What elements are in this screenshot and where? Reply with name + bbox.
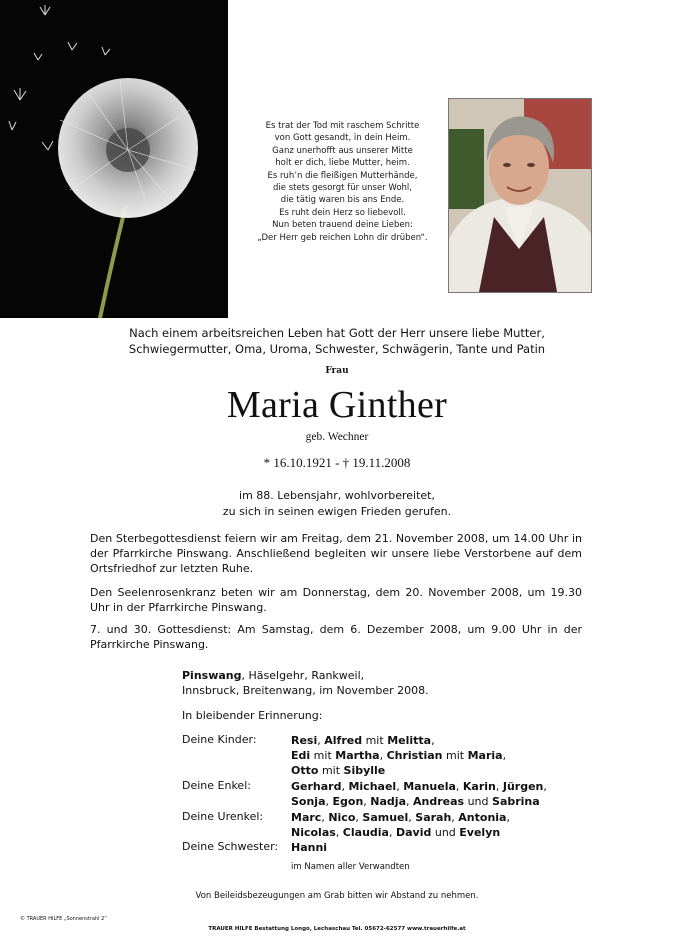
grandchildren-names: [291, 779, 547, 809]
children-names: [291, 733, 506, 779]
great-grandchildren-line: Nicolas, Claudia, David und Evelyn: [291, 826, 501, 840]
intro-line: Nach einem arbeitsreichen Leben hat Gott der Herr unsere liebe Mutter,: [129, 326, 545, 340]
grandchildren-line: Sonja, Egon, Nadja, Andreas und Sabrina: [291, 795, 540, 809]
intro-text: [40, 326, 634, 357]
poem-line: Ganz unerhofft aus unserer Mitte: [272, 145, 413, 156]
portrait-illustration: [449, 99, 591, 292]
poem-line: von Gott gesandt, in dein Heim.: [274, 133, 411, 144]
remembrance-heading: In bleibender Erinnerung:: [182, 709, 323, 722]
place-town: Pinswang: [182, 669, 242, 682]
grandchildren-line: Gerhard, Michael, Manuela, Karin, Jürgen,: [291, 780, 547, 793]
sister-names: Hanni: [291, 841, 328, 854]
place-date: [182, 668, 429, 698]
deceased-name: Maria Ginther: [226, 384, 448, 426]
children-line: Otto mit Sibylle: [291, 764, 386, 778]
rosary-paragraph: Den Seelenrosenkranz beten wir am Donnerstag, dem 20. November 2008, um 19.30 Uhr in der Pfarrkirche Pinswang.: [90, 586, 582, 614]
dandelion-image: [0, 0, 228, 318]
children-line: Edi mit Martha, Christian mit Maria,: [291, 749, 507, 763]
age-line: zu sich in seinen ewigen Frieden gerufen.: [222, 504, 452, 518]
age-text: [0, 488, 674, 519]
great-grandchildren-line: Marc, Nico, Samuel, Sarah, Antonia,: [291, 811, 510, 824]
funeral-service-paragraph: Den Sterbegottesdienst feiern wir am Freitag, dem 21. November 2008, um 14.00 Uhr in der Pfarrkirche Pinswang. Anschließend begleiten wir unsere liebe Verstorbene auf dem Ortsfriedhof zur letzten Ruhe.: [90, 532, 582, 575]
poem-line: die tätig waren bis ans Ende.: [280, 195, 405, 206]
poem-line: Es ruh’n die fleißigen Mutterhände,: [267, 170, 418, 181]
masses-paragraph: 7. und 30. Gottesdienst: Am Samstag, dem 6. Dezember 2008, um 9.00 Uhr in der Pfarrkirche Pinswang.: [90, 623, 582, 651]
great-grandchildren-label: Deine Urenkel:: [182, 810, 264, 823]
poem: [245, 120, 440, 244]
dandelion-illustration: [0, 0, 228, 318]
condolence-note: Von Beileidsbezeugungen am Grab bitten wir Abstand zu nehmen.: [195, 891, 479, 901]
portrait-photo: [448, 98, 592, 293]
great-grandchildren-names: [291, 810, 510, 840]
sister-label: Deine Schwester:: [182, 840, 279, 853]
birth-name: geb. Wechner: [305, 431, 369, 443]
grandchildren-label: Deine Enkel:: [182, 779, 251, 792]
children-label: Deine Kinder:: [182, 733, 257, 746]
relatives-note: im Namen aller Verwandten: [291, 862, 410, 872]
poem-line: Es trat der Tod mit raschem Schritte: [265, 121, 420, 131]
place-line: Innsbruck, Breitenwang, im November 2008.: [182, 684, 429, 697]
life-dates: * 16.10.1921 - † 19.11.2008: [263, 455, 411, 470]
age-line: im 88. Lebensjahr, wohlvorbereitet,: [239, 489, 435, 502]
poem-line: „Der Herr geb reichen Lohn dir drüben“.: [257, 232, 428, 243]
place-rest: , Häselgehr, Rankweil,: [241, 669, 365, 682]
salutation: Frau: [325, 366, 349, 376]
poem-line: die stets gesorgt für unser Wohl,: [273, 183, 412, 194]
intro-line: Schwiegermutter, Oma, Uroma, Schwester, Schwägerin, Tante und Patin: [128, 341, 546, 356]
poem-line: holt er dich, liebe Mutter, heim.: [275, 158, 410, 169]
copyright: © TRAUER HILFE „Sonnenstrahl 2“: [20, 916, 107, 922]
poem-line: Nun beten trauend deine Lieben:: [272, 220, 413, 231]
poem-line: Es ruht dein Herz so liebevoll.: [279, 207, 406, 218]
children-line: Resi, Alfred mit Melitta,: [291, 734, 435, 747]
funeral-home-info: TRAUER HILFE Bestattung Longo, Lechaschau Tel. 05672-62577 www.trauerhilfe.at: [208, 926, 466, 932]
